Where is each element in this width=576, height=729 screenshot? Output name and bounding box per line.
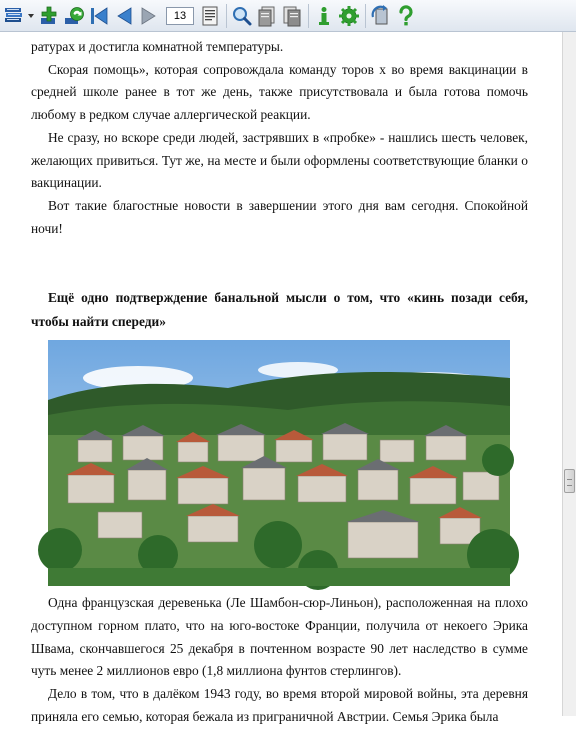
info-icon: [313, 5, 335, 27]
search-button[interactable]: [230, 4, 254, 28]
rotate-button[interactable]: [369, 4, 393, 28]
contents-button[interactable]: [198, 4, 222, 28]
search-icon: [231, 5, 253, 27]
paragraph: Скорая помощь», которая сопровождала команду торов х во время вакцинации в средней школе ранее в тот же день, также присутствовала и была готова помочь любому в редком случае аллергической реакции.: [31, 61, 528, 123]
paragraph: Одна французская деревенька (Ле Шамбон-сюр-Линьон), расположенная на плохо доступном горном плато, что на юго-востоке Франции, получила от некоего Эрика Швама, скончавшегося 25 декабря в почтенном возрасте 90 лет наследство в сумме чуть менее 2 миллионов евро (1,8 миллиона фунтов стерлингов).: [31, 595, 528, 679]
first-page-button[interactable]: [87, 4, 111, 28]
toolbar-separator: [308, 4, 309, 28]
toolbar-separator: [365, 4, 366, 28]
first-page-icon: [88, 5, 110, 27]
prev-page-button[interactable]: [112, 4, 136, 28]
chevron-down-icon: [28, 14, 34, 18]
refresh-icon: [63, 5, 85, 27]
toolbar-separator: [226, 4, 227, 28]
view-mode-alt-button[interactable]: [280, 4, 304, 28]
sync-button[interactable]: [62, 4, 86, 28]
library-button[interactable]: [2, 4, 26, 28]
article-heading: Ещё одно подтверждение банальной мысли о том, что «кинь позади себя, чтобы найти спереди»: [31, 290, 528, 330]
paragraph: Вот такие благостные новости в завершении этого дня вам сегодня. Спокойной ночи!: [31, 197, 528, 236]
toolbar: [0, 0, 576, 32]
help-icon: [395, 5, 417, 27]
help-button[interactable]: [394, 4, 418, 28]
arrow-left-icon: [113, 5, 135, 27]
scrollbar-thumb[interactable]: [564, 469, 575, 493]
page-content: [0, 32, 562, 729]
spacer: [31, 240, 528, 286]
document-icon: [199, 5, 221, 27]
paragraph: Дело в том, что в далёком 1943 году, во время второй мировой войны, эта деревня приняла его семью, которая бежала из приграничной Австрии. Семья Эрика была: [31, 686, 528, 724]
rotate-icon: [370, 5, 392, 27]
books-icon: [3, 5, 25, 27]
info-button[interactable]: [312, 4, 336, 28]
view-mode-button[interactable]: [255, 4, 279, 28]
page-view-alt-icon: [281, 5, 303, 27]
library-dropdown-arrow[interactable]: [27, 4, 35, 28]
arrow-right-icon: [138, 5, 160, 27]
settings-button[interactable]: [337, 4, 361, 28]
add-button[interactable]: [37, 4, 61, 28]
page-number-input[interactable]: [166, 7, 194, 25]
vertical-scrollbar[interactable]: [562, 32, 576, 716]
page-view-icon: [256, 5, 278, 27]
paragraph: ратурах и достигла комнатной температуры.: [31, 39, 284, 54]
plus-icon: [38, 5, 60, 27]
village-photo: [48, 340, 510, 586]
paragraph: Не сразу, но вскоре среди людей, застрявших в «пробке» - нашлись шесть человек, желающих привиться. Тут же, на месте и были оформлены соответствующие бланки о вакцинации.: [31, 129, 528, 191]
gear-icon: [338, 5, 360, 27]
document-view[interactable]: [0, 32, 562, 724]
next-page-button[interactable]: [137, 4, 161, 28]
